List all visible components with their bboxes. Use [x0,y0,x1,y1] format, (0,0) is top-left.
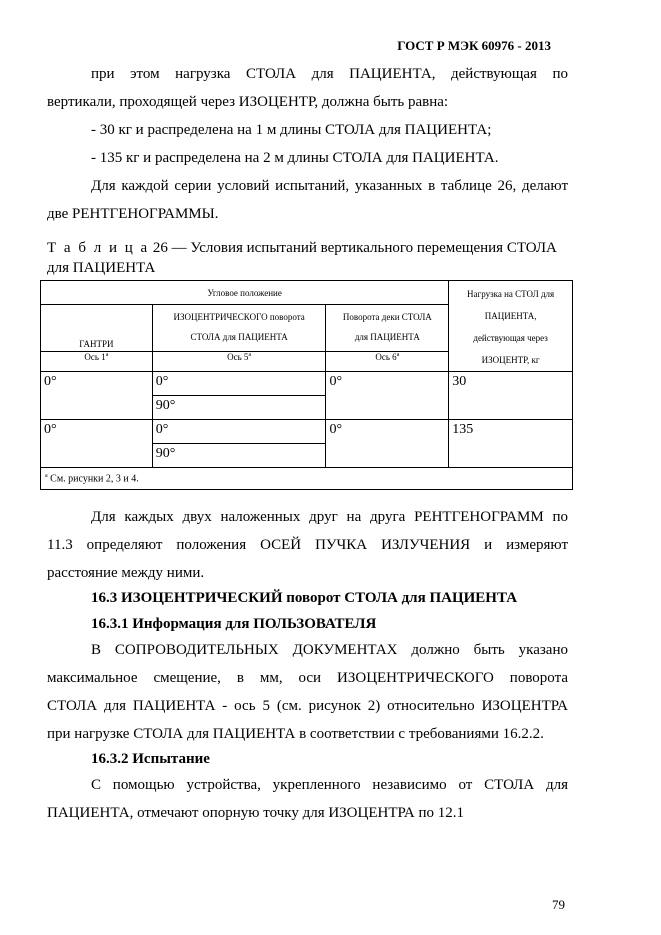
header-load [449,281,573,372]
paragraph-line: расстояние между ними. [47,565,205,581]
cell-isocentric: 90° [152,396,326,420]
table-row [41,420,573,444]
cell-gantry: 0° [41,372,153,420]
footnote-marker: а [105,352,109,359]
paragraph-line: максимальное смещение, в мм, оси ИЗОЦЕНТРИЧЕСКОГО поворота [47,670,568,686]
footnote-text: См. рисунки 2, 3 и 4. [47,473,139,485]
list-item: - 135 кг и распределена на 2 м длины СТОЛА для ПАЦИЕНТА. [91,150,499,166]
footnote-marker: а [45,472,48,479]
header-axis-5 [152,352,326,372]
table-row [41,372,573,396]
axis-label: Ось 1 [84,352,106,363]
header-deck-rotation [326,305,449,352]
header-load-line: действующая через [473,333,548,343]
section-heading-16-3: 16.3 ИЗОЦЕНТРИЧЕСКИЙ поворот СТОЛА для ПАЦИЕНТА [91,590,518,606]
cell-gantry: 0° [41,420,153,468]
header-load-line: Нагрузка на СТОЛ для [467,289,555,299]
paragraph-line: при этом нагрузка СТОЛА для ПАЦИЕНТА, действующая по [91,66,568,82]
page-number: 79 [552,897,565,912]
header-isocentric-line: СТОЛА для ПАЦИЕНТА [190,332,288,343]
footnote-marker: а [396,352,400,359]
header-isocentric-line: ИЗОЦЕНТРИЧЕСКОГО поворота [173,312,305,323]
header-load-line: ПАЦИЕНТА, [484,311,537,321]
header-isocentric [152,305,326,352]
paragraph-line: СТОЛА для ПАЦИЕНТА - ось 5 (см. рисунок 2) относительно ИЗОЦЕНТРА [47,698,568,714]
paragraph-line: С помощью устройства, укрепленного независимо от СТОЛА для [91,777,568,793]
cell-isocentric: 0° [152,372,326,396]
table-footnote [41,468,573,490]
paragraph-line: Для каждых двух наложенных друг на друга РЕНТГЕНОГРАММ по [91,509,568,525]
cell-deck: 0° [326,420,449,468]
test-conditions-table [40,280,573,490]
cell-isocentric: 90° [152,444,326,468]
header-deck-line: Поворота деки СТОЛА [342,312,432,323]
cell-load: 135 [449,420,573,468]
paragraph-line: вертикали, проходящей через ИЗОЦЕНТР, должна быть равна: [47,94,449,110]
table-caption-label: Т а б л и ц а [47,240,150,256]
table-caption-line2: для ПАЦИЕНТА [47,260,156,276]
list-item: - 30 кг и распределена на 1 м длины СТОЛА для ПАЦИЕНТА; [91,122,492,138]
footnote-marker: а [248,352,252,359]
axis-label: Ось 5 [227,352,249,363]
header-load-line: ИЗОЦЕНТР, кг [481,355,540,365]
paragraph-line: ПАЦИЕНТА, отмечают опорную точку для ИЗОЦЕНТРА по 12.1 [47,805,465,821]
document-header: ГОСТ Р МЭК 60976 - 2013 [397,38,551,53]
section-heading-16-3-1: 16.3.1 Информация для ПОЛЬЗОВАТЕЛЯ [91,616,377,632]
header-axis-1 [41,352,153,372]
cell-load: 30 [449,372,573,420]
header-gantry: ГАНТРИ [41,305,153,352]
table-caption [47,238,568,278]
cell-deck: 0° [326,372,449,420]
paragraph-line: Для каждой серии условий испытаний, указанных в таблице 26, делают [91,178,568,194]
header-angular-position: Угловое положение [41,281,449,305]
paragraph-line: 11.3 определяют положения ОСЕЙ ПУЧКА ИЗЛУЧЕНИЯ и измеряют [47,537,568,553]
paragraph-line: две РЕНТГЕНОГРАММЫ. [47,206,219,222]
header-axis-6 [326,352,449,372]
axis-label: Ось 6 [375,352,397,363]
cell-isocentric: 0° [152,420,326,444]
table-caption-text: 26 — Условия испытаний вертикального перемещения СТОЛА [149,240,557,256]
section-heading-16-3-2: 16.3.2 Испытание [91,751,210,767]
paragraph-line: при нагрузке СТОЛА для ПАЦИЕНТА в соответствии с требованиями 16.2.2. [47,726,544,742]
header-deck-line: для ПАЦИЕНТА [354,332,420,343]
paragraph-line: В СОПРОВОДИТЕЛЬНЫХ ДОКУМЕНТАХ должно быть указано [91,642,568,658]
